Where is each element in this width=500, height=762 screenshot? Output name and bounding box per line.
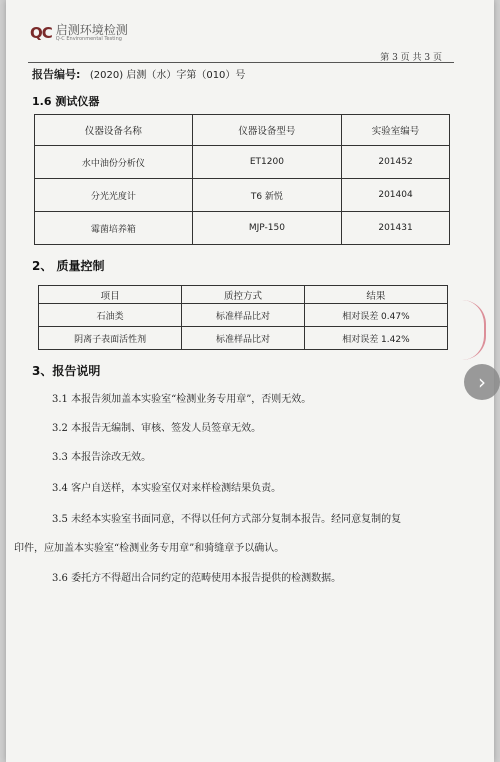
quality-control-table [38, 285, 448, 350]
note-item: 3.3 本报告涂改无效。 [52, 452, 152, 463]
table-row [35, 146, 450, 179]
table-header: 仪器设备名称 [35, 115, 193, 146]
table-cell: 201452 [342, 146, 450, 179]
note-item: 3.4 客户自送样，本实验室仅对来样检测结果负责。 [52, 483, 282, 494]
table-cell: 分光光度计 [35, 179, 193, 212]
table-row [39, 327, 448, 350]
company-logo [30, 24, 128, 42]
logo-mark: QC [30, 24, 52, 42]
table-row [35, 179, 450, 212]
table-row [39, 304, 448, 327]
table-cell: T6 新悦 [192, 179, 341, 212]
note-item: 3.1 本报告须加盖本实验室“检测业务专用章”，否则无效。 [52, 394, 312, 405]
table-cell: 标准样品比对 [182, 304, 305, 327]
page-number: 第 3 页 共 3 页 [380, 53, 442, 63]
instruments-section-title: 1.6 测试仪器 [32, 95, 100, 108]
seam-stamp-mark [462, 300, 486, 360]
table-row [35, 212, 450, 245]
table-header: 项目 [39, 286, 182, 304]
table-cell: 201404 [342, 179, 450, 212]
table-header-row [35, 115, 450, 146]
table-cell: MJP-150 [192, 212, 341, 245]
table-cell: 阴离子表面活性剂 [39, 327, 182, 350]
table-header: 实验室编号 [342, 115, 450, 146]
table-header: 结果 [304, 286, 447, 304]
next-page-button[interactable] [464, 364, 500, 400]
logo-en-name: Q·C Environmental Testing [55, 36, 122, 42]
table-cell: 石油类 [39, 304, 182, 327]
table-cell: 201431 [342, 212, 450, 245]
report-number-label: 报告编号: [32, 68, 81, 81]
header-divider [28, 62, 454, 63]
document-page [6, 0, 494, 762]
report-number [32, 66, 245, 82]
instruments-table [34, 114, 450, 245]
table-cell: 霉菌培养箱 [35, 212, 193, 245]
table-cell: 标准样品比对 [182, 327, 305, 350]
note-item: 3.2 本报告无编制、审核、签发人员签章无效。 [52, 423, 262, 434]
table-cell: 水中油份分析仪 [35, 146, 193, 179]
note-item-continued: 印件，应加盖本实验室“检测业务专用章”和骑缝章予以确认。 [14, 543, 285, 554]
table-cell: 相对误差 1.42% [304, 327, 447, 350]
table-cell: ET1200 [192, 146, 341, 179]
report-number-value: (2020) 启测（水）字第（010）号 [89, 70, 246, 81]
table-header: 仪器设备型号 [192, 115, 341, 146]
table-cell: 相对误差 0.47% [304, 304, 447, 327]
table-header-row [39, 286, 448, 304]
note-item: 3.6 委托方不得超出合同约定的范畴使用本报告提供的检测数据。 [52, 573, 342, 584]
quality-section-title: 2、 质量控制 [32, 259, 105, 273]
notes-section-title: 3、报告说明 [32, 364, 101, 378]
logo-cn-name: 启测环境检测 [55, 23, 128, 37]
note-item: 3.5 未经本实验室书面同意，不得以任何方式部分复制本报告。经同意复制的复 [52, 514, 402, 525]
chevron-right-icon: › [478, 370, 486, 394]
table-header: 质控方式 [182, 286, 305, 304]
